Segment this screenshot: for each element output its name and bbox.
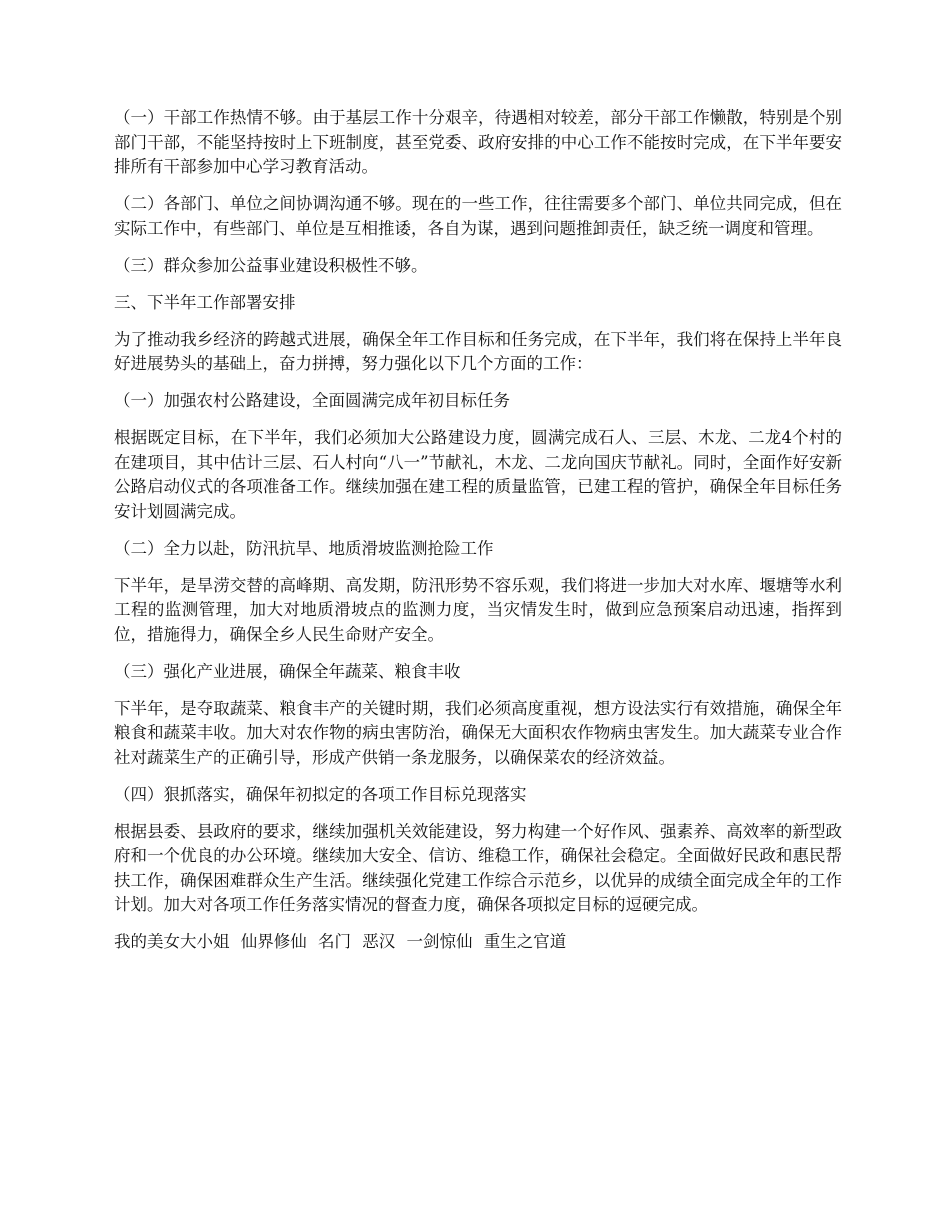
subheading-road-construction: （一）加强农村公路建设，全面圆满完成年初目标任务 — [114, 391, 510, 410]
paragraph-coordination: （二）各部门、单位之间协调沟通不够。现在的一些工作，往往需要多个部门、单位共同完成，但在实际工作中，有些部门、单位是互相推诿，各自为谋，遇到问题推卸责任，缺乏统一调度和管理。 — [114, 194, 842, 238]
paragraph-cadre-enthusiasm: （一）干部工作热情不够。由于基层工作十分艰辛，待遇相对较差，部分干部工作懒散，特别是个别部门干部，不能坚持按时上下班制度，甚至党委、政府安排的中心工作不能按时完成，在下半年要安排所有干部参加中心学习教育活动。 — [114, 108, 842, 176]
paragraph-public-welfare: （三）群众参加公益事业建设积极性不够。 — [114, 255, 428, 275]
document-body — [114, 106, 842, 955]
subheading-industry: （三）强化产业进展，确保全年蔬菜、粮食丰收 — [114, 661, 461, 681]
footer-link[interactable]: 名门 — [318, 932, 351, 951]
paragraph-implementation: 根据县委、县政府的要求，继续加强机关效能建设，努力构建一个好作风、强素养、高效率的新型政府和一个优良的办公环境。继续加大安全、信访、维稳工作，确保社会稳定。全面做好民政和惠民帮扶工作，确保困难群众生产生活。继续强化党建工作综合示范乡，以优异的成绩全面完成全年的工作计划。加大对各项工作任务落实情况的督查力度，确保各项拟定目标的逗硬完成。 — [114, 821, 842, 914]
footer-link[interactable]: 仙界修仙 — [240, 932, 307, 951]
footer-link[interactable]: 恶汉 — [362, 932, 396, 951]
paragraph-industry: 下半年，是夺取蔬菜、粮食丰产的关键时期，我们必须高度重视，想方设法实行有效措施，确保全年粮食和蔬菜丰收。加大对农作物的病虫害防治，确保无大面积农作物病虫害发生。加大蔬菜专业合作社对蔬菜生产的正确引导，形成产供销一条龙服务，以确保菜农的经济效益。 — [114, 698, 842, 767]
subheading-flood-control: （二）全力以赴，防汛抗旱、地质滑坡监测抢险工作 — [114, 538, 494, 558]
paragraph-intro-second-half: 为了推动我乡经济的跨越式进展，确保全年工作目标和任务完成，在下半年，我们将在保持上半年良好进展势头的基础上，奋力拼搏，努力强化以下几个方面的工作： — [114, 329, 842, 373]
footer-links — [114, 930, 842, 955]
subheading-implementation: （四）狠抓落实，确保年初拟定的各项工作目标兑现落实 — [114, 784, 527, 804]
paragraph-flood-control: 下半年，是旱涝交替的高峰期、高发期，防汛形势不容乐观，我们将进一步加大对水库、堰塘等水利工程的监测管理，加大对地质滑坡点的监测力度，当灾情发生时，做到应急预案启动迅速，指挥到位，措施得力，确保全乡人民生命财产安全。 — [114, 575, 842, 644]
footer-link[interactable]: 重生之官道 — [483, 932, 567, 951]
footer-link[interactable]: 一剑惊仙 — [406, 932, 473, 951]
paragraph-road-construction: 根据既定目标，在下半年，我们必须加大公路建设力度，圆满完成石人、三层、木龙、二龙4个村的在建项目，其中估计三层、石人村向“八一”节献礼，木龙、二龙向国庆节献礼。同时，全面作好安新公路启动仪式的各项准备工作。继续加强在建工程的质量监管，已建工程的管护，确保全年目标任务安计划圆满完成。 — [114, 428, 842, 521]
section-heading-second-half-plan: 三、下半年工作部署安排 — [114, 292, 296, 312]
footer-link[interactable]: 我的美女大小姐 — [114, 932, 230, 951]
